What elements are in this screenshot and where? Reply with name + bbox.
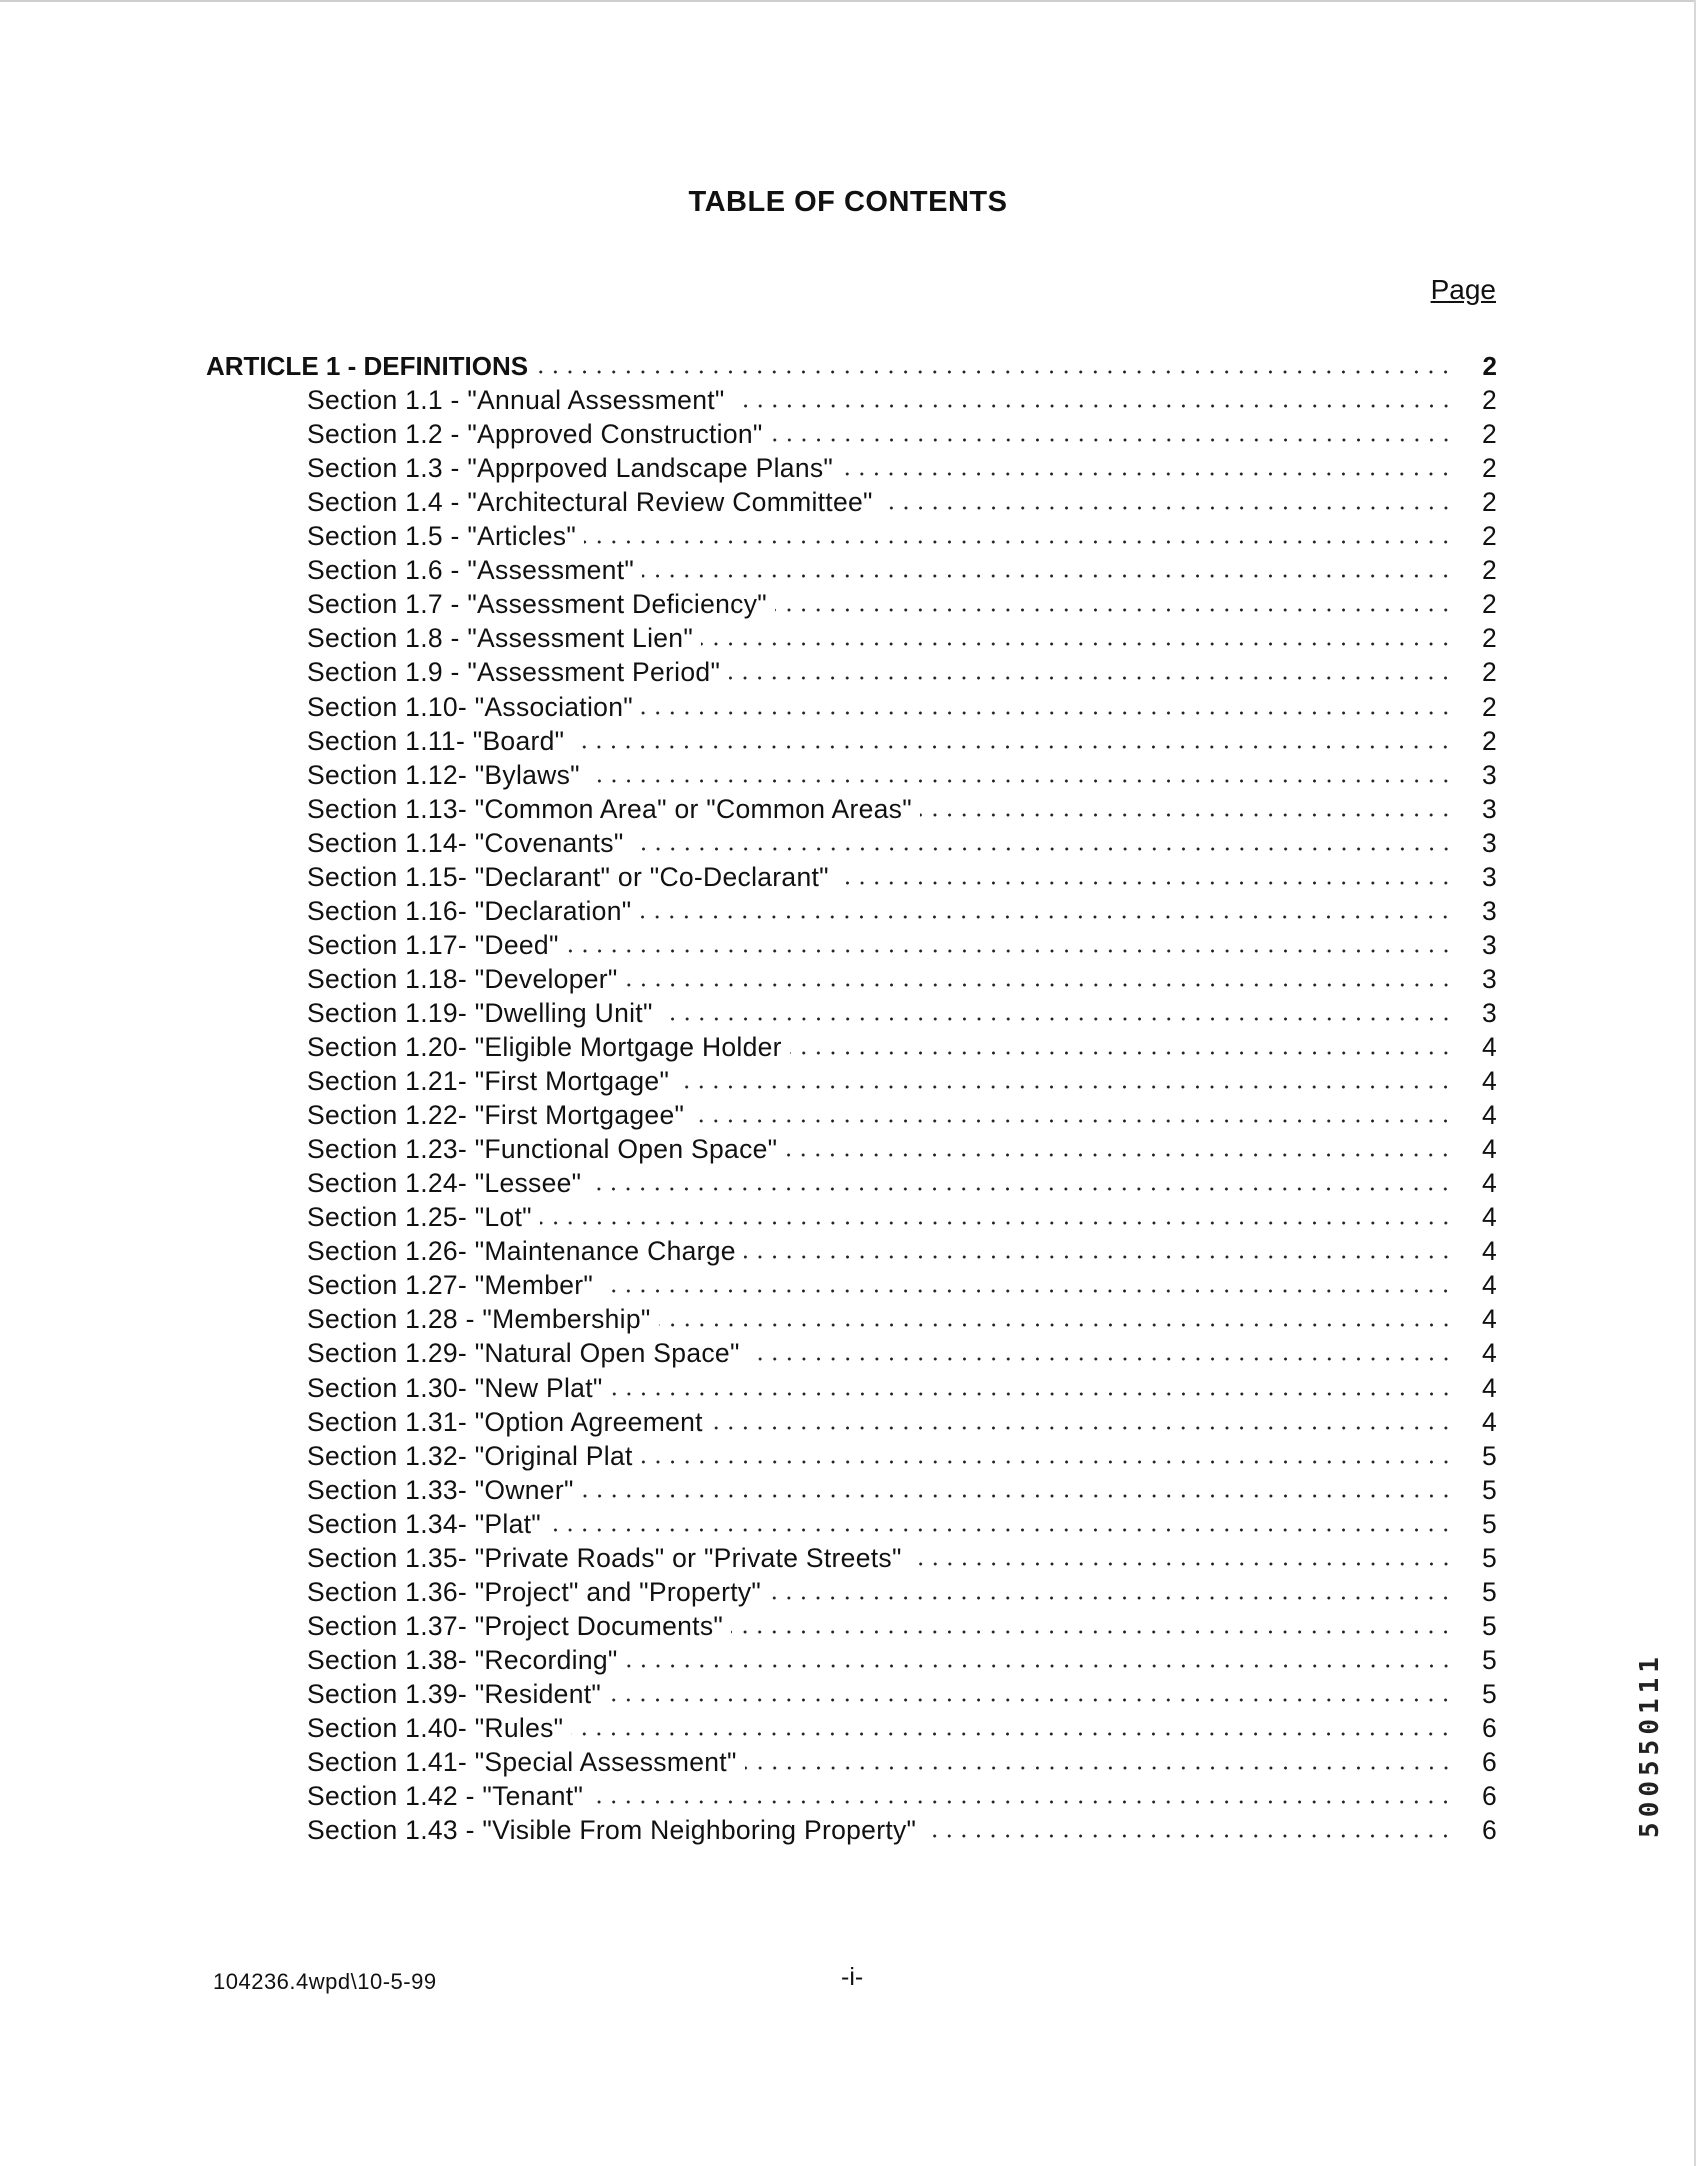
dot-leader: [785, 1130, 1453, 1160]
dot-leader: [661, 994, 1453, 1024]
toc-section-row: [307, 1435, 1497, 1469]
toc-section-label: Section 1.24- "Lessee": [307, 1168, 582, 1199]
toc-section-label: Section 1.27- "Member": [307, 1270, 594, 1301]
toc-section-row: [307, 583, 1497, 620]
dot-leader: [626, 960, 1453, 990]
toc-section-row: [307, 413, 1497, 450]
toc-section-row: [307, 788, 1497, 822]
toc-section-label: Section 1.40- "Rules": [307, 1713, 564, 1743]
toc-section-page: 4: [1481, 1168, 1497, 1199]
toc-section-page: 6: [1481, 1815, 1497, 1846]
toc-section-label: Section 1.28 - "Membership": [307, 1304, 651, 1335]
toc-section-page: 2: [1481, 385, 1497, 416]
toc-article-row: [206, 345, 1497, 379]
toc-section-page: 5: [1481, 1508, 1497, 1539]
toc-section-page: 4: [1481, 1270, 1497, 1301]
toc-section-row: [307, 379, 1497, 416]
toc-section-label: Section 1.39- "Resident": [307, 1678, 602, 1709]
toc-section-label: Section 1.30- "New Plat": [307, 1372, 603, 1403]
toc-section-row: [307, 1162, 1497, 1199]
toc-section-page: 2: [1481, 419, 1497, 450]
toc-section-page: 3: [1481, 963, 1497, 994]
dot-leader: [626, 1641, 1453, 1671]
toc-section-row: [307, 1469, 1497, 1503]
toc-section-page: 3: [1481, 929, 1497, 960]
dot-leader: [744, 1232, 1453, 1262]
toc-section-label: Section 1.4 - "Architectural Review Committee": [307, 487, 873, 518]
toc-section-page: 2: [1481, 623, 1497, 654]
toc-section-row: [307, 1741, 1497, 1778]
toc-section-row: [307, 1503, 1497, 1537]
dot-leader: [536, 347, 1453, 377]
toc-section-page: 3: [1481, 895, 1497, 926]
toc-section-label: Section 1.11- "Board": [307, 725, 565, 756]
toc-section-label: Section 1.32- "Original Plat: [307, 1440, 633, 1471]
toc-section-page: 2: [1481, 589, 1497, 620]
toc-section-label: Section 1.15- "Declarant" or "Co-Declarant": [307, 861, 829, 892]
dot-leader: [771, 415, 1453, 445]
toc-section-page: 4: [1481, 1202, 1497, 1233]
toc-section-row: [307, 992, 1497, 1026]
page-title: TABLE OF CONTENTS: [688, 186, 1008, 218]
toc-section-row: [307, 1026, 1497, 1060]
dot-leader: [659, 1300, 1453, 1330]
toc-section-row: [307, 1809, 1497, 1846]
toc-section-page: 2: [1481, 487, 1497, 518]
toc-section-row: [307, 1094, 1497, 1131]
toc-section-page: 3: [1481, 861, 1497, 892]
dot-leader: [642, 551, 1453, 581]
toc-section-label: Section 1.2 - "Approved Construction": [307, 419, 763, 450]
toc-section-label: Section 1.34- "Plat": [307, 1508, 541, 1539]
dot-leader: [775, 585, 1453, 615]
toc-section-label: Section 1.8 - "Assessment Lien": [307, 623, 694, 654]
page-edge-top: [0, 0, 1696, 2]
toc-section-row: [307, 686, 1497, 720]
toc-section-row: [307, 1707, 1497, 1741]
toc-section-label: Section 1.6 - "Assessment": [307, 555, 635, 586]
toc-section-page: 4: [1481, 1338, 1497, 1369]
toc-section-page: 4: [1481, 1304, 1497, 1335]
dot-leader: [837, 858, 1453, 888]
toc-section-label: Section 1.16- "Declaration": [307, 895, 632, 926]
toc-section-page: 5: [1481, 1542, 1497, 1573]
dot-leader: [567, 926, 1453, 956]
toc-section-page: 5: [1481, 1644, 1497, 1675]
toc-section-label: Section 1.41- "Special Assessment": [307, 1747, 737, 1778]
toc-section-label: Section 1.5 - "Articles": [307, 521, 577, 552]
toc-section-row: [307, 958, 1497, 992]
toc-section-page: 2: [1481, 691, 1497, 722]
dot-leader: [790, 1028, 1453, 1058]
dot-leader: [641, 688, 1453, 718]
dot-leader: [611, 1369, 1453, 1399]
page-column-header: Page: [1430, 274, 1496, 305]
toc-section-row: [307, 549, 1497, 586]
toc-section-label: Section 1.36- "Project" and "Property": [307, 1576, 762, 1607]
toc-section-label: Section 1.17- "Deed": [307, 929, 559, 960]
toc-section-label: Section 1.7 - "Assessment Deficiency": [307, 589, 767, 620]
margin-stamp-text: 500550111: [1635, 1652, 1665, 1838]
toc-section-label: Section 1.42 - "Tenant": [307, 1781, 584, 1812]
toc-section-row: [307, 651, 1497, 688]
toc-article-label: ARTICLE 1 - DEFINITIONS: [206, 351, 529, 381]
toc-section-label: Section 1.18- "Developer": [307, 963, 618, 994]
margin-stamp: [1635, 1570, 1665, 1920]
toc-section-label: Section 1.26- "Maintenance Charge: [307, 1236, 736, 1267]
toc-section-label: Section 1.3 - "Apprpoved Landscape Plans": [307, 453, 834, 484]
toc-section-page: 4: [1481, 1372, 1497, 1403]
toc-section-row: [307, 1367, 1497, 1401]
toc-section-page: 3: [1481, 997, 1497, 1028]
toc-section-label: Section 1.31- "Option Agreement: [307, 1406, 703, 1437]
toc-section-row: [307, 754, 1497, 788]
toc-section-row: [307, 720, 1497, 754]
toc-section-page: 5: [1481, 1610, 1497, 1641]
toc-section-label: Section 1.21- "First Mortgage": [307, 1066, 670, 1097]
toc-section-page: 4: [1481, 1236, 1497, 1267]
toc-section-row: [307, 1775, 1497, 1812]
dot-leader: [591, 1777, 1453, 1807]
dot-leader: [881, 483, 1453, 513]
dot-leader: [549, 1505, 1453, 1535]
toc-section-row: [307, 1673, 1497, 1707]
toc-section-label: Section 1.33- "Owner": [307, 1474, 574, 1505]
toc-section-page: 4: [1481, 1100, 1497, 1131]
toc-section-page: 6: [1481, 1747, 1497, 1778]
toc-section-label: Section 1.1 - "Annual Assessment": [307, 385, 725, 416]
toc-section-label: Section 1.12- "Bylaws": [307, 759, 580, 790]
toc-section-label: Section 1.25- "Lot": [307, 1202, 532, 1233]
dot-leader: [540, 1198, 1453, 1228]
toc-section-label: Section 1.19- "Dwelling Unit": [307, 997, 653, 1028]
toc-section-page: 3: [1481, 827, 1497, 858]
dot-leader: [748, 1334, 1453, 1364]
toc-section-row: [307, 1060, 1497, 1097]
footer-document-id: 104236.4wpd\10-5-99: [213, 1969, 437, 1994]
toc-section-label: Section 1.13- "Common Area" or "Common Areas": [307, 793, 912, 824]
toc-section-page: 6: [1481, 1713, 1497, 1743]
dot-leader: [639, 892, 1453, 922]
toc-section-page: 5: [1481, 1678, 1497, 1709]
toc-section-page: 6: [1481, 1781, 1497, 1812]
dot-leader: [582, 1471, 1453, 1501]
toc-section-label: Section 1.20- "Eligible Mortgage Holder: [307, 1032, 782, 1062]
toc-article-page: 2: [1482, 351, 1497, 381]
toc-section-row: [307, 1332, 1497, 1369]
toc-section-page: 3: [1481, 759, 1497, 790]
toc-section-row: [307, 1230, 1497, 1267]
toc-section-page: 5: [1481, 1576, 1497, 1607]
toc-section-page: 2: [1481, 657, 1497, 688]
dot-leader: [692, 1096, 1453, 1126]
dot-leader: [731, 1607, 1453, 1637]
toc-section-row: [307, 856, 1497, 890]
dot-leader: [924, 1811, 1453, 1841]
toc-section-row: [307, 1298, 1497, 1335]
dot-leader: [745, 1743, 1453, 1773]
dot-leader: [609, 1675, 1453, 1705]
dot-leader: [841, 449, 1453, 479]
toc-section-page: 2: [1481, 555, 1497, 586]
dot-leader: [920, 790, 1453, 820]
dot-leader: [584, 517, 1453, 547]
toc-section-row: [307, 1639, 1497, 1673]
toc-section-label: Section 1.14- "Covenants": [307, 827, 624, 858]
toc-section-page: 2: [1481, 453, 1497, 484]
dot-leader: [588, 756, 1453, 786]
toc-section-page: 5: [1481, 1474, 1497, 1505]
toc-section-row: [307, 1571, 1497, 1605]
toc-section-label: Section 1.29- "Natural Open Space": [307, 1338, 740, 1369]
toc-section-row: [307, 1196, 1497, 1233]
toc-section-page: 4: [1481, 1134, 1497, 1165]
dot-leader: [711, 1403, 1453, 1433]
toc-section-page: 4: [1481, 1032, 1497, 1062]
toc-section-page: 2: [1481, 521, 1497, 552]
dot-leader: [572, 722, 1453, 752]
toc-section-page: 4: [1481, 1066, 1497, 1097]
toc-section-label: Section 1.9 - "Assessment Period": [307, 657, 721, 688]
toc-section-label: Section 1.37- "Project Documents": [307, 1610, 724, 1641]
toc-section-label: Section 1.10- "Association": [307, 691, 633, 722]
toc-section-row: [307, 1537, 1497, 1571]
dot-leader: [589, 1164, 1453, 1194]
toc-section-row: [307, 617, 1497, 654]
dot-leader: [632, 824, 1453, 854]
toc-section-label: Section 1.23- "Functional Open Space": [307, 1134, 778, 1165]
toc-section-label: Section 1.38- "Recording": [307, 1644, 618, 1675]
toc-section-row: [307, 1128, 1497, 1165]
dot-leader: [601, 1266, 1453, 1296]
toc-section-row: [307, 1605, 1497, 1639]
dot-leader: [910, 1539, 1453, 1569]
toc-section-row: [307, 822, 1497, 856]
toc-section-row: [307, 447, 1497, 484]
dot-leader: [733, 381, 1453, 411]
dot-leader: [571, 1709, 1453, 1739]
toc-section-page: 5: [1481, 1440, 1497, 1471]
toc-section-row: [307, 515, 1497, 552]
dot-leader: [641, 1437, 1453, 1467]
dot-leader: [701, 619, 1453, 649]
dot-leader: [677, 1062, 1453, 1092]
toc-section-row: [307, 1264, 1497, 1301]
toc-section-page: 3: [1481, 793, 1497, 824]
toc-section-row: [307, 481, 1497, 518]
toc-section-label: Section 1.35- "Private Roads" or "Private Streets": [307, 1542, 902, 1573]
toc-section-row: [307, 890, 1497, 924]
toc-section-label: Section 1.22- "First Mortgagee": [307, 1100, 685, 1131]
toc-section-label: Section 1.43 - "Visible From Neighboring Property": [307, 1815, 917, 1846]
toc-section-page: 4: [1481, 1406, 1497, 1437]
toc-section-row: [307, 1401, 1497, 1435]
dot-leader: [769, 1573, 1453, 1603]
toc-section-page: 2: [1481, 725, 1497, 756]
dot-leader: [728, 653, 1453, 683]
toc-section-row: [307, 924, 1497, 958]
footer-page-number: -i-: [841, 1963, 864, 1991]
